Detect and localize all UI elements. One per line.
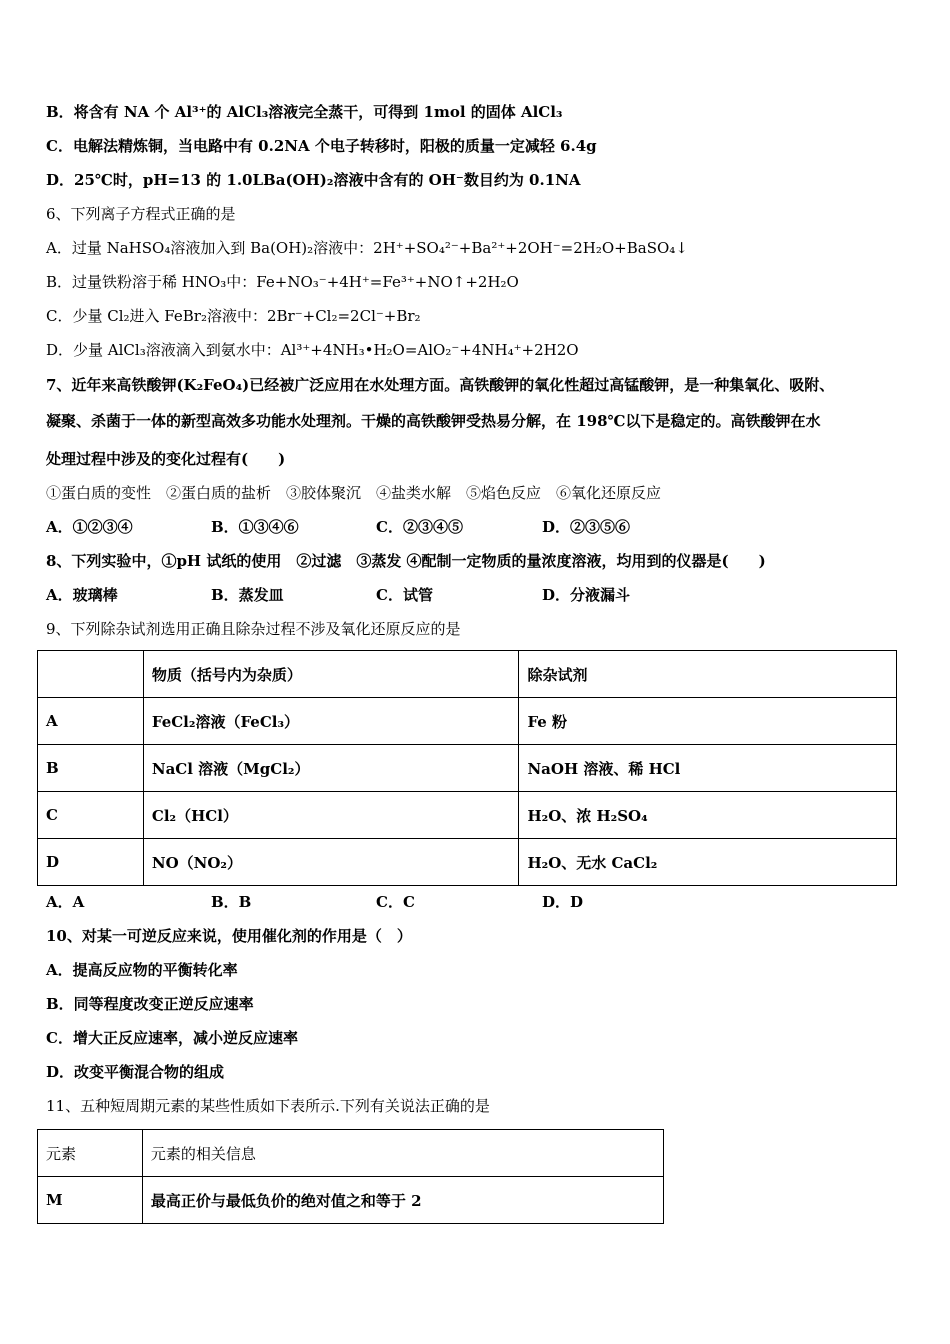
table-cell: NaCl 溶液（MgCl₂） (143, 745, 519, 792)
table-cell: Cl₂（HCl） (143, 792, 519, 839)
table-cell: H₂O、无水 CaCl₂ (519, 839, 897, 886)
q8-stem: 8、下列实验中，①pH 试纸的使用 ②过滤 ③蒸发 ④配制一定物质的量浓度溶液，均用到的仪器是( ) (46, 552, 766, 570)
q8-option-b: B．蒸发皿 (211, 586, 284, 604)
q5-option-c: C．电解法精炼铜，当电路中有 0.2NA 个电子转移时，阳极的质量一定减轻 6.4g (46, 137, 597, 155)
table-cell: 物质（括号内为杂质） (143, 651, 519, 698)
table-row (38, 792, 897, 839)
q9-option-a: A．A (46, 893, 85, 911)
q7-items: ①蛋白质的变性 ②蛋白质的盐析 ③胶体聚沉 ④盐类水解 ⑤焰色反应 ⑥氧化还原反应 (46, 484, 662, 502)
table-cell: NO（NO₂） (143, 839, 519, 886)
table-cell: M (38, 1177, 143, 1224)
q7-stem-line1: 7、近年来高铁酸钾(K₂FeO₄)已经被广泛应用在水处理方面。高铁酸钾的氧化性超过高锰酸钾，是一种集氧化、吸附、 (46, 376, 835, 394)
q7-option-b: B．①③④⑥ (211, 518, 299, 536)
table-cell: H₂O、浓 H₂SO₄ (519, 792, 897, 839)
table-cell: A (38, 698, 144, 745)
table-cell: 除杂试剂 (519, 651, 897, 698)
q6-option-c: C．少量 Cl₂进入 FeBr₂溶液中：2Br⁻+Cl₂=2Cl⁻+Br₂ (46, 307, 421, 325)
q8-option-d: D．分液漏斗 (542, 586, 631, 604)
table-cell: 元素的相关信息 (142, 1130, 663, 1177)
q8-option-a: A．玻璃棒 (46, 586, 118, 604)
table-cell: B (38, 745, 144, 792)
table-header-row (38, 651, 897, 698)
table-row (38, 745, 897, 792)
q10-option-c: C．增大正反应速率，减小逆反应速率 (46, 1029, 298, 1047)
q7-stem-line3: 处理过程中涉及的变化过程有( ) (46, 450, 286, 468)
q9-option-c: C．C (376, 893, 415, 911)
q6-option-a: A．过量 NaHSO₄溶液加入到 Ba(OH)₂溶液中：2H⁺+SO₄²⁻+Ba²⁺+2OH⁻=2H₂O+BaSO₄↓ (46, 239, 688, 257)
q7-option-c: C．②③④⑤ (376, 518, 463, 536)
q7-stem-line2: 凝聚、杀菌于一体的新型高效多功能水处理剂。干燥的高铁酸钾受热易分解，在 198℃以下是稳定的。高铁酸钾在水 (46, 412, 821, 430)
table-cell: NaOH 溶液、稀 HCl (519, 745, 897, 792)
q7-option-a: A．①②③④ (46, 518, 133, 536)
table-cell: Fe 粉 (519, 698, 897, 745)
q9-table (37, 650, 897, 886)
q9-option-d: D．D (542, 893, 584, 911)
q9-stem: 9、下列除杂试剂选用正确且除杂过程不涉及氧化还原反应的是 (46, 620, 461, 638)
q10-option-b: B．同等程度改变正逆反应速率 (46, 995, 254, 1013)
q5-option-d: D．25℃时，pH=13 的 1.0LBa(OH)₂溶液中含有的 OH⁻数目约为 0.1NA (46, 171, 581, 189)
table-cell: 最高正价与最低负价的绝对值之和等于 2 (142, 1177, 663, 1224)
table-cell (38, 651, 144, 698)
q7-option-d: D．②③⑤⑥ (542, 518, 631, 536)
table-cell: FeCl₂溶液（FeCl₃） (143, 698, 519, 745)
q8-option-c: C．试管 (376, 586, 433, 604)
table-cell: D (38, 839, 144, 886)
table-header-row (38, 1130, 664, 1177)
q6-stem: 6、下列离子方程式正确的是 (46, 205, 236, 223)
table-row (38, 839, 897, 886)
q11-stem: 11、五种短周期元素的某些性质如下表所示.下列有关说法正确的是 (46, 1097, 490, 1115)
q6-option-d: D．少量 AlCl₃溶液滴入到氨水中：Al³⁺+4NH₃•H₂O=AlO₂⁻+4NH₄⁺+2H2O (46, 341, 579, 359)
q10-option-d: D．改变平衡混合物的组成 (46, 1063, 225, 1081)
table-cell: 元素 (38, 1130, 143, 1177)
q11-table (37, 1129, 664, 1224)
table-row (38, 1177, 664, 1224)
table-row (38, 698, 897, 745)
q5-option-b: B．将含有 NA 个 Al³⁺的 AlCl₃溶液完全蒸干，可得到 1mol 的固体 AlCl₃ (46, 103, 563, 121)
q10-stem: 10、对某一可逆反应来说，使用催化剂的作用是（ ） (46, 927, 412, 945)
q6-option-b: B．过量铁粉溶于稀 HNO₃中：Fe+NO₃⁻+4H⁺=Fe³⁺+NO↑+2H₂O (46, 273, 519, 291)
q10-option-a: A．提高反应物的平衡转化率 (46, 961, 238, 979)
table-cell: C (38, 792, 144, 839)
q9-option-b: B．B (211, 893, 252, 911)
